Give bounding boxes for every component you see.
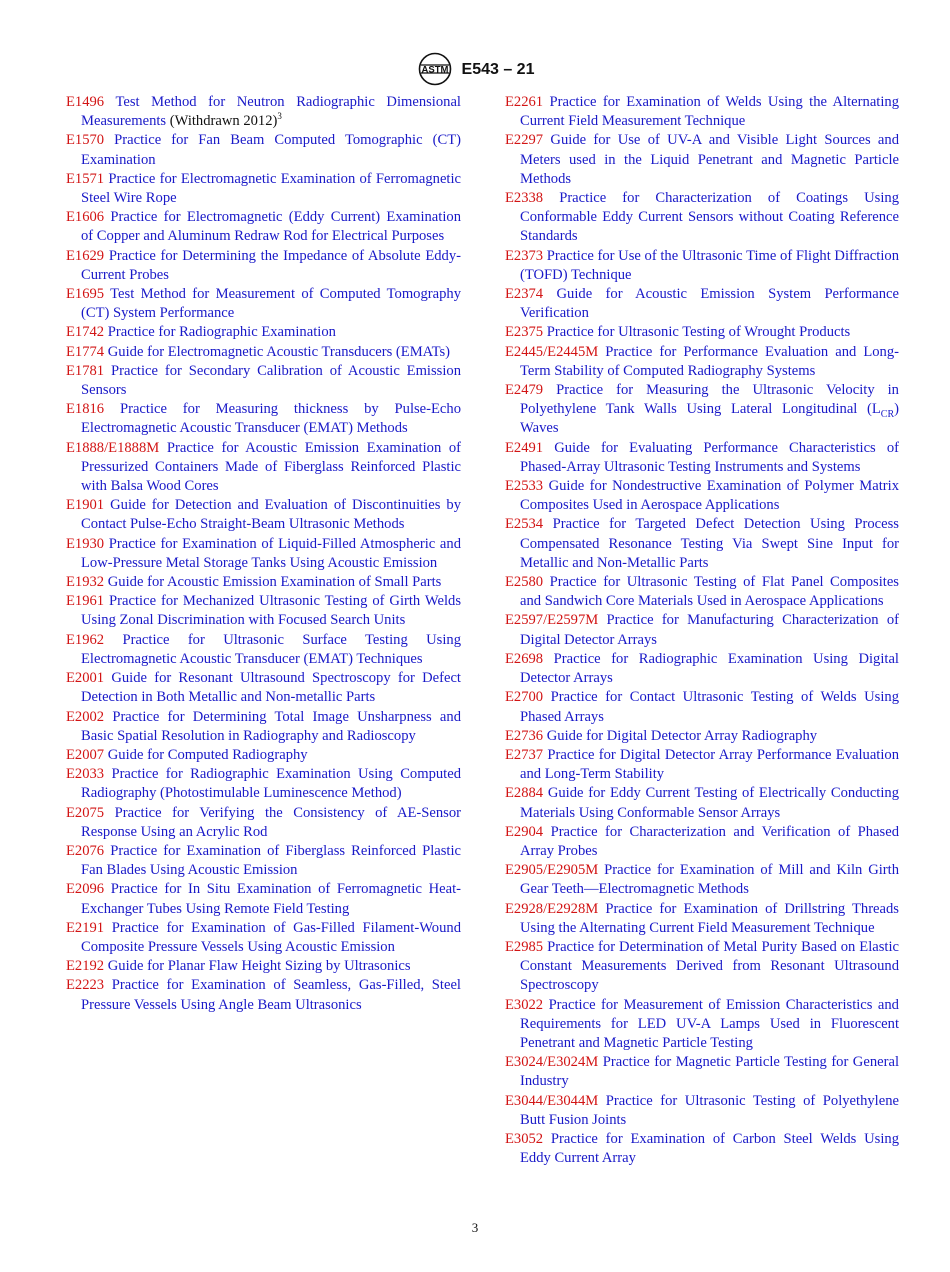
reference-entry (66, 573, 461, 592)
reference-entry (505, 573, 899, 611)
reference-code-link[interactable]: E2580 (505, 574, 544, 591)
reference-code-link[interactable]: E2002 (66, 708, 105, 725)
reference-entry (505, 784, 899, 822)
reference-title-link[interactable]: Practice for Performance Evaluation and Long-Term Stability of Computed Radiography Systems (520, 343, 899, 379)
reference-code-link[interactable]: E2534 (505, 516, 544, 533)
reference-entry (66, 708, 461, 746)
reference-title-link[interactable]: Guide for Planar Flaw Height Sizing by Ultrasonics (107, 958, 411, 975)
reference-title-link[interactable]: Practice for Examination of Seamless, Gas-Filled, Steel Pressure Vessels Using Angle Beam Ultrasonics (81, 977, 461, 1013)
reference-title-link[interactable]: Practice for Magnetic Particle Testing for General Industry (520, 1054, 899, 1090)
reference-title-link[interactable]: Guide for Acoustic Emission Examination of Small Parts (107, 574, 442, 591)
reference-code-link[interactable]: E2736 (505, 727, 544, 744)
reference-code-link[interactable]: E2445/E2445M (505, 343, 599, 360)
reference-entry (66, 842, 461, 880)
reference-title-link[interactable]: Guide for Resonant Ultrasound Spectroscopy for Defect Detection in Both Metallic and Non-metallic Parts (81, 670, 461, 706)
reference-title-link[interactable]: Practice for Targeted Defect Detection Using Process Compensated Resonance Testing Via Swept Sine Input for Metallic and Non-Metallic Parts (520, 516, 899, 571)
reference-code-link[interactable]: E1606 (66, 209, 105, 226)
reference-entry (505, 938, 899, 996)
reference-entry (505, 688, 899, 726)
reference-entry (66, 439, 461, 497)
reference-code-link[interactable]: E2192 (66, 958, 105, 975)
reference-title-link[interactable]: Practice for Determining the Impedance of Absolute Eddy-Current Probes (81, 247, 461, 283)
reference-code-link[interactable]: E2033 (66, 766, 105, 783)
reference-entry (505, 1053, 899, 1091)
reference-code-link[interactable]: E2905/E2905M (505, 862, 599, 879)
reference-entry (505, 861, 899, 899)
reference-entry (505, 900, 899, 938)
reference-entry (505, 247, 899, 285)
reference-entry (505, 131, 899, 189)
reference-entry (66, 93, 461, 131)
reference-code-link[interactable]: E2001 (66, 670, 105, 687)
reference-title-link[interactable]: Practice for Use of the Ultrasonic Time of Flight Diffraction (TOFD) Technique (520, 247, 899, 283)
reference-title-link[interactable]: Practice for Manufacturing Characterization of Digital Detector Arrays (520, 612, 899, 648)
reference-title-suffix[interactable]: ) Waves (520, 401, 899, 437)
svg-text:ASTM: ASTM (421, 64, 448, 76)
reference-code-link[interactable]: E2076 (66, 842, 105, 859)
reference-title-link[interactable]: Practice for Contact Ultrasonic Testing of Welds Using Phased Arrays (520, 689, 899, 725)
page-number: 3 (471, 1220, 479, 1235)
reference-entry (505, 189, 899, 247)
reference-code-link[interactable]: E2985 (505, 938, 544, 955)
reference-code-link[interactable]: E2223 (66, 977, 105, 994)
reference-code-link[interactable]: E1742 (66, 324, 105, 341)
reference-entry (505, 746, 899, 784)
reference-code-link[interactable]: E1570 (66, 132, 105, 149)
reference-title-link[interactable]: Practice for Measuring the Ultrasonic Velocity in Polyethylene Tank Walls Using Lateral Longitudinal (L (520, 382, 899, 418)
reference-title-link[interactable]: Practice for Radiographic Examination Using Digital Detector Arrays (520, 650, 899, 687)
reference-code-link[interactable]: E2373 (505, 247, 544, 264)
reference-code-link[interactable]: E2700 (505, 689, 544, 706)
reference-entry (505, 611, 899, 649)
document-title: E543 – 21 (461, 61, 535, 78)
reference-title-link[interactable]: Practice for Examination of Mill and Kiln Girth Gear Teeth—Electromagnetic Methods (520, 862, 899, 898)
reference-entry (505, 93, 899, 131)
reference-title-link[interactable]: Practice for Acoustic Emission Examination of Pressurized Containers Made of Fiberglass Reinforced Plastic with Balsa Wood Cores (81, 439, 461, 495)
reference-code-link[interactable]: E3044/E3044M (505, 1092, 599, 1109)
reference-title-link[interactable]: Practice for Ultrasonic Testing of Flat Panel Composites and Sandwich Core Materials Used in Aerospace Applications (520, 574, 899, 610)
reference-title-link[interactable]: Practice for Ultrasonic Testing of Polyethylene Butt Fusion Joints (520, 1092, 899, 1128)
reference-code-link[interactable]: E2928/E2928M (505, 900, 599, 917)
reference-title-link[interactable]: Practice for Examination of Drillstring Threads Using the Alternating Current Field Measurement Technique (520, 900, 899, 936)
reference-title-link[interactable]: Practice for Electromagnetic (Eddy Current) Examination of Copper and Aluminum Redraw Rod for Electrical Purposes (81, 209, 461, 245)
reference-title-link[interactable]: Practice for Radiographic Examination (107, 324, 336, 341)
reference-title-link[interactable]: Practice for Characterization of Coatings Using Conformable Eddy Current Sensors without Coating Reference Standards (520, 190, 899, 245)
reference-title-link[interactable]: Guide for Nondestructive Examination of Polymer Matrix Composites Used in Aerospace Applications (520, 478, 899, 514)
reference-entry (505, 1130, 899, 1168)
reference-entry (66, 976, 461, 1014)
reference-entry (505, 323, 899, 342)
reference-code-link[interactable]: E2737 (505, 746, 544, 763)
reference-code-link[interactable]: E1629 (66, 247, 105, 264)
reference-code-link[interactable]: E2533 (505, 478, 544, 495)
reference-entry (66, 919, 461, 957)
reference-title-link[interactable]: Test Method for Measurement of Computed Tomography (CT) System Performance (81, 286, 461, 322)
reference-entry (66, 765, 461, 803)
reference-code-link[interactable]: E1961 (66, 593, 105, 610)
reference-code-link[interactable]: E2375 (505, 324, 544, 341)
reference-entry (505, 650, 899, 688)
astm-logo-icon (416, 52, 454, 86)
reference-entry (505, 381, 899, 439)
reference-entry (66, 746, 461, 765)
reference-title-link[interactable]: Practice for Fan Beam Computed Tomographic (CT) Examination (81, 132, 461, 168)
reference-code-link[interactable]: E1888/E1888M (66, 439, 160, 456)
reference-code-link[interactable]: E2338 (505, 190, 544, 207)
reference-title-link[interactable]: Practice for Examination of Gas-Filled Filament-Wound Composite Pressure Vessels Using Acoustic Emission (81, 919, 461, 955)
reference-code-link[interactable]: E2191 (66, 919, 105, 936)
reference-entry (66, 208, 461, 246)
reference-code-link[interactable]: E3052 (505, 1130, 544, 1147)
reference-code-link[interactable]: E1901 (66, 497, 105, 514)
reference-entry (66, 362, 461, 400)
reference-entry (66, 131, 461, 169)
reference-code-link[interactable]: E1781 (66, 362, 105, 379)
reference-title-link[interactable]: Practice for Measurement of Emission Characteristics and Requirements for LED UV-A Lamps Used in Fluorescent Penetrant and Magnetic Particle Testing (520, 996, 899, 1051)
reference-code-link[interactable]: E2491 (505, 439, 544, 456)
reference-title-link[interactable]: Guide for Eddy Current Testing of Electrically Conducting Materials Using Conformable Sensor Arrays (520, 785, 899, 821)
reference-entry (66, 631, 461, 669)
withdrawn-note: (Withdrawn 2012) (169, 113, 278, 130)
reference-title-link[interactable]: Practice for Measuring thickness by Pulse-Echo Electromagnetic Acoustic Transducer (EMAT) Methods (81, 401, 462, 437)
page-header (0, 52, 950, 86)
footnote-marker: 3 (277, 111, 282, 122)
reference-entry (66, 247, 461, 285)
reference-code-link[interactable]: E2297 (505, 132, 544, 149)
reference-code-link[interactable]: E2261 (505, 94, 544, 110)
reference-entry (66, 400, 461, 438)
reference-title-link[interactable]: Guide for Acoustic Emission System Performance Verification (520, 286, 899, 322)
reference-code-link[interactable]: E2698 (505, 650, 544, 667)
reference-entry (66, 880, 461, 918)
right-column (505, 93, 899, 1168)
reference-title-link[interactable]: Practice for Examination of Welds Using the Alternating Current Field Measurement Technique (520, 94, 899, 130)
reference-entry (66, 285, 461, 323)
reference-title-link[interactable]: Practice for Examination of Carbon Steel Welds Using Eddy Current Array (520, 1130, 900, 1167)
reference-code-link[interactable]: E2884 (505, 785, 544, 802)
reference-title-link[interactable]: Test Method for Neutron Radiographic Dimensional Measurements (81, 94, 461, 130)
reference-title-link[interactable]: Practice for Ultrasonic Testing of Wrought Products (546, 324, 851, 341)
reference-title-link[interactable]: Practice for Ultrasonic Surface Testing Using Electromagnetic Acoustic Transducer (EMAT) Techniques (81, 631, 461, 667)
reference-code-link[interactable]: E1962 (66, 631, 105, 648)
reference-entry (505, 343, 899, 381)
reference-title-link[interactable]: Guide for Computed Radiography (107, 746, 308, 763)
reference-code-link[interactable]: E1496 (66, 94, 105, 110)
reference-code-link[interactable]: E2075 (66, 804, 105, 821)
reference-code-link[interactable]: E1930 (66, 535, 105, 552)
reference-title-link[interactable]: Practice for Secondary Calibration of Acoustic Emission Sensors (81, 362, 461, 399)
reference-entry (66, 323, 461, 342)
reference-title-link[interactable]: Practice for Digital Detector Array Performance Evaluation and Long-Term Stability (520, 746, 900, 783)
reference-title-link[interactable]: Guide for Use of UV-A and Visible Light Sources and Meters used in the Liquid Penetrant and Magnetic Particle Methods (520, 132, 899, 187)
left-column (66, 93, 461, 1015)
reference-title-link[interactable]: Practice for Verifying the Consistency of AE-Sensor Response Using an Acrylic Rod (81, 804, 461, 840)
reference-title-link[interactable]: Guide for Detection and Evaluation of Discontinuities by Contact Pulse-Echo Straight-Beam Ultrasonic Methods (81, 497, 461, 533)
reference-code-link[interactable]: E2374 (505, 286, 544, 303)
reference-title-link[interactable]: Practice for Examination of Fiberglass Reinforced Plastic Fan Blades Using Acoustic Emission (81, 842, 462, 879)
reference-code-link[interactable]: E3022 (505, 996, 544, 1013)
reference-entry (505, 823, 899, 861)
reference-title-link[interactable]: Practice for In Situ Examination of Ferromagnetic Heat-Exchanger Tubes Using Remote Field Testing (81, 881, 461, 917)
reference-title-link[interactable]: Practice for Mechanized Ultrasonic Testing of Girth Welds Using Zonal Discrimination with Focused Search Units (81, 593, 461, 629)
reference-code-link[interactable]: E2007 (66, 746, 105, 763)
reference-title-link[interactable]: Practice for Radiographic Examination Using Computed Radiography (Photostimulable Luminescence Method) (81, 766, 461, 802)
reference-entry (66, 496, 461, 534)
reference-code-link[interactable]: E1932 (66, 574, 105, 591)
reference-entry (66, 957, 461, 976)
reference-title-link[interactable]: Practice for Determination of Metal Purity Based on Elastic Constant Measurements Derived from Resonant Ultrasound Spectroscopy (520, 938, 900, 994)
reference-code-link[interactable]: E2597/E2597M (505, 612, 599, 629)
reference-code-link[interactable]: E3024/E3024M (505, 1054, 599, 1071)
reference-entry (66, 669, 461, 707)
reference-title-link[interactable]: Practice for Determining Total Image Unsharpness and Basic Spatial Resolution in Radiography and Radioscopy (81, 708, 461, 744)
reference-entry (505, 727, 899, 746)
reference-title-link[interactable]: Practice for Examination of Liquid-Filled Atmospheric and Low-Pressure Metal Storage Tanks Using Acoustic Emission (81, 535, 461, 571)
reference-entry (66, 343, 461, 362)
reference-code-link[interactable]: E2479 (505, 382, 544, 399)
reference-code-link[interactable]: E1774 (66, 343, 105, 360)
reference-entry (505, 996, 899, 1054)
reference-entry (505, 1092, 899, 1130)
reference-code-link[interactable]: E1695 (66, 286, 105, 303)
reference-entry (505, 285, 899, 323)
reference-entry (505, 515, 899, 573)
reference-entry (66, 804, 461, 842)
reference-title-link[interactable]: Guide for Electromagnetic Acoustic Transducers (EMATs) (107, 343, 451, 360)
reference-entry (505, 439, 899, 477)
reference-title-link[interactable]: Practice for Electromagnetic Examination of Ferromagnetic Steel Wire Rope (81, 170, 462, 207)
reference-code-link[interactable]: E1816 (66, 401, 105, 418)
reference-entry (66, 592, 461, 630)
reference-code-link[interactable]: E2096 (66, 881, 105, 898)
subscript: CR (880, 409, 895, 421)
reference-entry (66, 535, 461, 573)
reference-entry (505, 477, 899, 515)
reference-title-link[interactable]: Guide for Digital Detector Array Radiography (546, 727, 818, 744)
reference-entry (66, 170, 461, 208)
reference-code-link[interactable]: E1571 (66, 170, 105, 187)
reference-title-link[interactable]: Practice for Characterization and Verification of Phased Array Probes (520, 823, 899, 859)
reference-code-link[interactable]: E2904 (505, 823, 544, 840)
reference-title-link[interactable]: Guide for Evaluating Performance Characteristics of Phased-Array Ultrasonic Testing Instruments and Systems (520, 439, 899, 475)
